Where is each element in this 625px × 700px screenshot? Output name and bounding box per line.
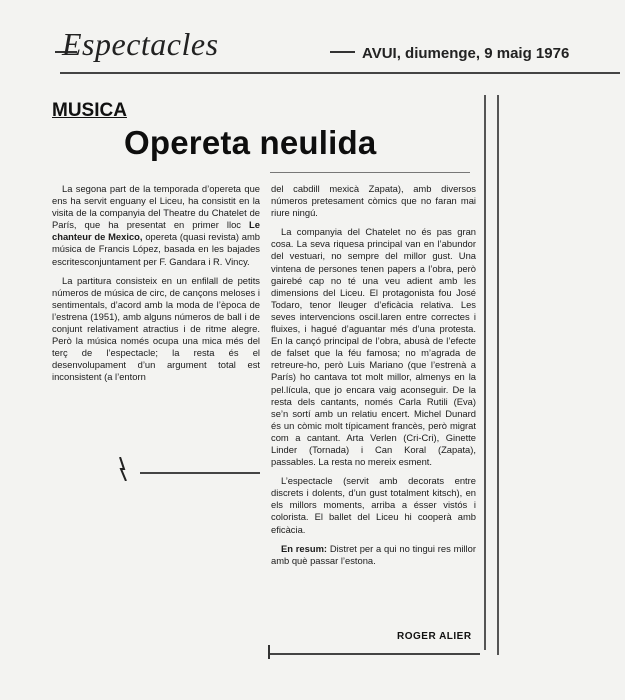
paragraph: del cabdill mexicà Zapata), amb diversos números pretesament còmics que no faran mai riure ningú. (271, 183, 476, 219)
dateline: AVUI, diumenge, 9 maig 1976 (362, 45, 570, 62)
paragraph-text: Distret per a qui no tingui res millor amb què passar l’estona. (271, 542, 476, 566)
column-rule (497, 95, 499, 655)
byline: ROGER ALIER (397, 631, 472, 642)
footer-tick (268, 645, 270, 659)
work-title: Le chanteur de Mexico, (52, 219, 260, 243)
column-end-rule (140, 472, 260, 474)
headline-rule (270, 172, 470, 173)
paragraph (271, 543, 476, 567)
article-column-right (271, 183, 476, 574)
header-rule-right (330, 51, 355, 53)
article-column-left (52, 183, 260, 391)
section-kicker: MUSICA (52, 100, 127, 121)
paragraph: La partitura consisteix en un enfilall de petits números de música de circ, de cançons meloses i sentimentals, d’acord amb la moda de l’època de l’estrena (1951), amb alguns números de ball i de conjunt relativament atractius i de ritme alegre. Però la música només ocupa una mica més del terç de l’espectacle; la resta és el desenvolupament d’un argument total est inconsistent (a l’entorn (52, 274, 260, 383)
paragraph: L’espectacle (servit amb decorats entre discrets i dolents, d’un gust totalment kitsch), en els millors moments, arriba a ésser vistós i colorista. El ballet del Liceu hi cooperà amb eficàcia. (271, 475, 476, 535)
summary-label: En resum: (281, 542, 328, 554)
pen-mark-icon (118, 457, 128, 481)
paragraph: La companyia del Chatelet no és pas gran cosa. La seva riquesa principal van en l’abundor del vestuari, no sempre del millor gust. Una vintena de persones tenen papers a l’obra, però gairebé cap no té una veu adient amb les dimensions del Liceu. El protagonista fou José Todaro, tenor lleuger d’eficàcia relativa. Les seves intervencions oscil.laren entre correctes i fluixes, i hagué d’aguantar més d’una protesta. En la cançó principal de l’obra, abusà de l’efecte de falset que la féu famosa; no m’agrada de retreure-ho, però Luis Mariano (que l’estrenà a París) ho cantava tot molt millor, almenys en la pel.lícula, que jo encara vaig aconseguir. De la resta dels cantants, només Carla Rutili (Eva) se’n sortí amb un relatiu encert. Michel Dunard és un còmic molt típicament francès, però migrat com a cantant. Arta Verlen (Cri-Cri), Ginette Linder (Tornada) i Can Koral (Zapata), passables. La resta no mereix esment. (271, 226, 476, 468)
section-title: Espectacles (62, 26, 219, 62)
paragraph-text: La segona part de la temporada d’opereta que ens ha servit enguany el Liceu, ha consistit en la visita de la companyia del Theatre du Chatelet de París, que ha presentat en primer lloc (52, 183, 260, 231)
header-underline (60, 72, 620, 74)
column-rule (484, 95, 486, 650)
footer-rule (270, 653, 480, 655)
paragraph-text: opereta (quasi revista) amb música de Francis López, basada en les bajades escritesconjuntament per F. Gandara i R. Vincy. (52, 231, 260, 267)
article-headline: Opereta neulida (124, 124, 377, 161)
paragraph (52, 183, 260, 268)
